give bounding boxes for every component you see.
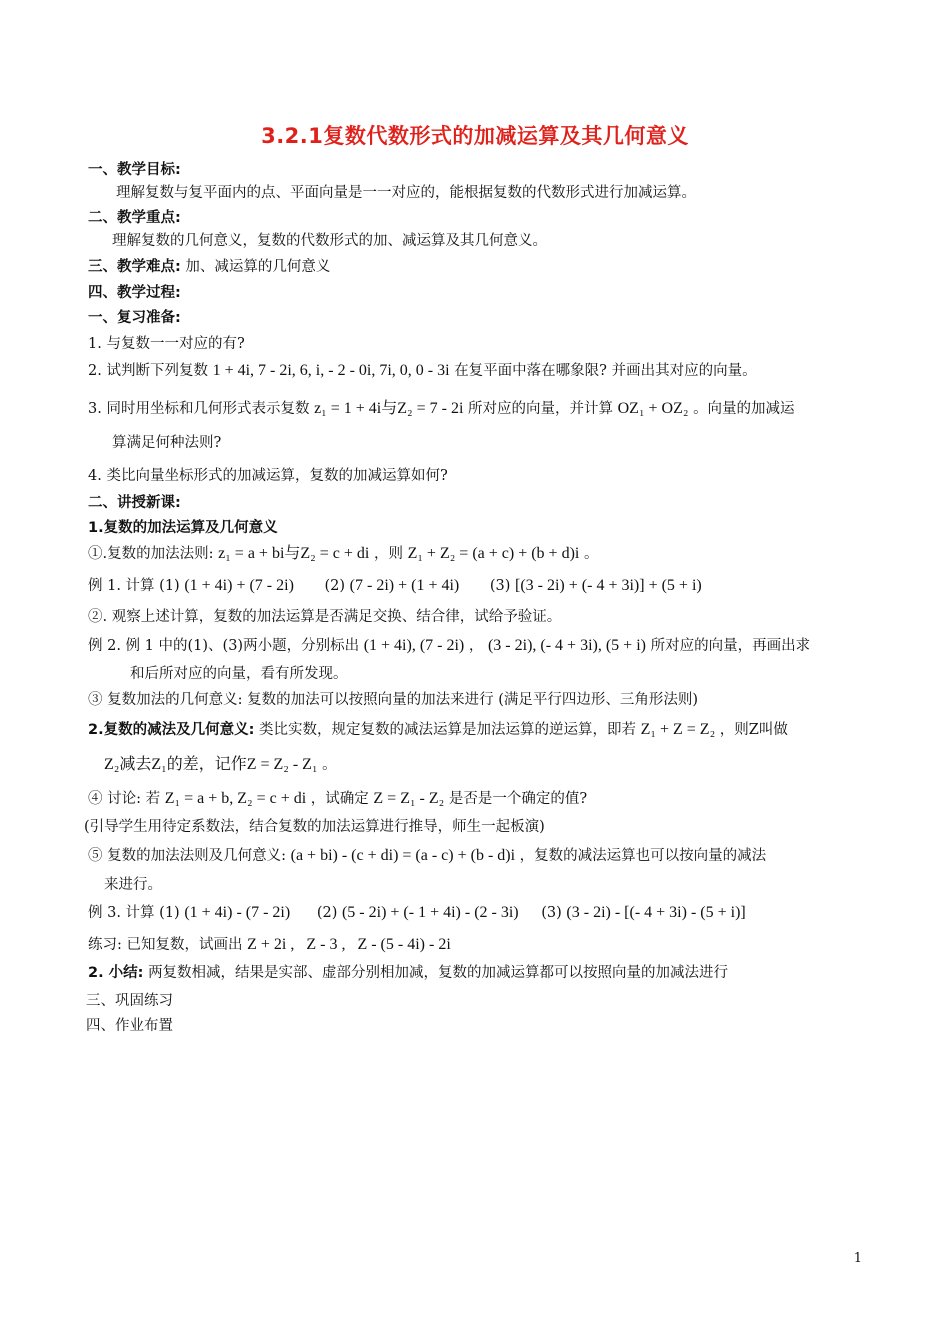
discussion-math: Z₁ = a + b, Z₂ = c + di bbox=[164, 790, 307, 807]
new-lesson-heading: 二、讲授新课: bbox=[88, 495, 181, 511]
addition-rule bbox=[88, 544, 598, 564]
practice-math: Z + 2i , Z - 3 , Z - (5 - 4i) - 2i bbox=[247, 936, 451, 953]
guidance-note: (引导学生用待定系数法，结合复数的加法运算进行推导，师生一起板演) bbox=[84, 819, 545, 835]
discussion-text-b: ，试确定 bbox=[310, 791, 369, 807]
example-2-cont: 和后所对应的向量，看有所发现。 bbox=[130, 666, 348, 682]
example-2 bbox=[88, 636, 810, 656]
subtraction-rule-text: ⑤ 复数的加法法则及几何意义: bbox=[88, 848, 286, 864]
example-1-label-2: (2) bbox=[324, 578, 346, 594]
objectives-heading: 一、教学目标: bbox=[88, 162, 181, 178]
summary-text: 两复数相减，结果是实部、虚部分别相加减，复数的加减运算都可以按照向量的加减法进行 bbox=[148, 965, 729, 981]
example-2-text: 例 2. 例 1 中的(1)、(3)两小题，分别标出 bbox=[88, 638, 360, 654]
example-2-math-1: (1 + 4i), (7 - 2i) bbox=[363, 637, 465, 654]
review-item-3-math-b: OZ₁ + OZ₂ bbox=[617, 400, 689, 417]
review-heading: 一、复习准备: bbox=[88, 310, 181, 326]
addition-rule-text-c: 。 bbox=[583, 546, 599, 562]
addition-rule-math-b: Z₁ + Z₂ = (a + c) + (b + d)i bbox=[407, 545, 580, 562]
example-1-label-3: (3) bbox=[489, 578, 511, 594]
review-item-4: 4. 类比向量坐标形式的加减运算，复数的加减运算如何? bbox=[88, 468, 448, 484]
objectives-text: 理解复数与复平面内的点、平面向量是一一对应的，能根据复数的代数形式进行加减运算。 bbox=[116, 185, 696, 201]
subtraction-def-end: 。 bbox=[322, 757, 337, 773]
example-1 bbox=[88, 576, 702, 596]
page-number: 1 bbox=[853, 1251, 862, 1266]
summary bbox=[88, 963, 728, 983]
key-points-heading: 二、教学重点: bbox=[88, 210, 181, 226]
difficulties-text: 加、减运算的几何意义 bbox=[185, 259, 331, 275]
homework-heading: 四、作业布置 bbox=[86, 1018, 173, 1034]
subtraction-heading: 2.复数的减法及几何意义: bbox=[88, 722, 255, 738]
addition-rule-math: z₁ = a + bi与Z₂ = c + di bbox=[218, 545, 370, 562]
review-item-3-text: 3. 同时用坐标和几何形式表示复数 bbox=[88, 401, 310, 417]
example-3 bbox=[88, 903, 746, 923]
discussion bbox=[88, 789, 587, 809]
example-2-text-b: 所对应的向量，再画出求 bbox=[650, 638, 811, 654]
review-item-2-text: 2. 试判断下列复数 bbox=[88, 363, 208, 379]
example-2-math-2: (3 - 2i), (- 4 + 3i), (5 + i) bbox=[487, 637, 646, 654]
review-item-3-text-b: 所对应的向量，并计算 bbox=[468, 401, 613, 417]
discussion-text: ④ 讨论: 若 bbox=[88, 791, 161, 807]
review-item-3-math: z₁ = 1 + 4i与Z₂ = 7 - 2i bbox=[314, 400, 464, 417]
review-item-2-math: 1 + 4i, 7 - 2i, 6, i, - 2 - 0i, 7i, 0, 0 - 3i bbox=[212, 362, 450, 379]
practice-text: 练习: 已知复数，试画出 bbox=[88, 937, 243, 953]
subtraction-rule bbox=[88, 846, 766, 866]
review-item-2-text-b: 在复平面中落在哪象限? 并画出其对应的向量。 bbox=[454, 363, 757, 379]
example-1-label: 例 1. 计算 (1) bbox=[88, 578, 180, 594]
subtraction-math: Z₁ + Z = Z₂ bbox=[640, 721, 716, 738]
subtraction-rule-math: (a + bi) - (c + di) = (a - c) + (b - d)i bbox=[290, 847, 516, 864]
example-3-math-3: (3 - 2i) - [(- 4 + 3i) - (5 + i)] bbox=[566, 904, 746, 921]
discussion-math-b: Z = Z₁ - Z₂ bbox=[373, 790, 445, 807]
subtraction-def-math: Z₂减去Z₁的差，记作Z = Z₂ - Z₁ bbox=[104, 756, 318, 773]
consolidation-heading: 三、巩固练习 bbox=[86, 993, 173, 1009]
review-item-3 bbox=[88, 399, 795, 419]
discussion-text-c: 是否是一个确定的值? bbox=[448, 791, 588, 807]
example-2-sep: ， bbox=[468, 638, 484, 654]
example-1-math-2: (7 - 2i) + (1 + 4i) bbox=[349, 577, 460, 594]
key-points-text: 理解复数的几何意义，复数的代数形式的加、减运算及其几何意义。 bbox=[112, 233, 547, 249]
example-3-label-3: (3) bbox=[541, 905, 562, 921]
difficulties-line bbox=[88, 257, 330, 277]
example-1-math-1: (1 + 4i) + (7 - 2i) bbox=[184, 577, 294, 594]
review-item-1: 1. 与复数一一对应的有? bbox=[88, 336, 245, 352]
addition-rule-text-b: ，则 bbox=[373, 546, 403, 562]
subtraction-rule-text-b: ，复数的减法运算也可以按向量的减法 bbox=[519, 848, 767, 864]
review-item-3-text-c: 。向量的加减运 bbox=[693, 401, 795, 417]
example-1-math-3: [(3 - 2i) + (- 4 + 3i)] + (5 + i) bbox=[515, 577, 702, 594]
practice bbox=[88, 935, 451, 955]
subtraction-text-b: ，则Z叫做 bbox=[719, 722, 788, 738]
review-item-2 bbox=[88, 361, 757, 381]
subtraction-def bbox=[104, 755, 337, 775]
example-3-math-1: (1 + 4i) - (7 - 2i) bbox=[184, 904, 291, 921]
document-title: 3.2.1复数代数形式的加减运算及其几何意义 bbox=[261, 124, 689, 148]
review-item-3-cont: 算满足何种法则? bbox=[112, 435, 222, 451]
example-3-math-2: (5 - 2i) + (- 1 + 4i) - (2 - 3i) bbox=[341, 904, 519, 921]
subtraction-text: 类比实数，规定复数的减法运算是加法运算的逆运算，即若 bbox=[259, 722, 637, 738]
example-3-label: 例 3. 计算 (1) bbox=[88, 905, 180, 921]
addition-heading: 1.复数的加法运算及几何意义 bbox=[88, 520, 278, 536]
subtraction-rule-cont: 来进行。 bbox=[104, 877, 162, 893]
difficulties-heading: 三、教学难点: bbox=[88, 259, 181, 275]
example-3-label-2: (2) bbox=[316, 905, 338, 921]
addition-geometry: ③ 复数加法的几何意义: 复数的加法可以按照向量的加法来进行 (满足平行四边形、三角形法则) bbox=[88, 692, 699, 708]
subtraction-line bbox=[88, 720, 788, 740]
addition-rule-text: ①.复数的加法法则: bbox=[88, 546, 214, 562]
observation: ②. 观察上述计算，复数的加法运算是否满足交换、结合律，试给予验证。 bbox=[88, 609, 562, 625]
summary-heading: 2. 小结: bbox=[88, 965, 144, 981]
process-heading: 四、教学过程: bbox=[88, 285, 181, 301]
